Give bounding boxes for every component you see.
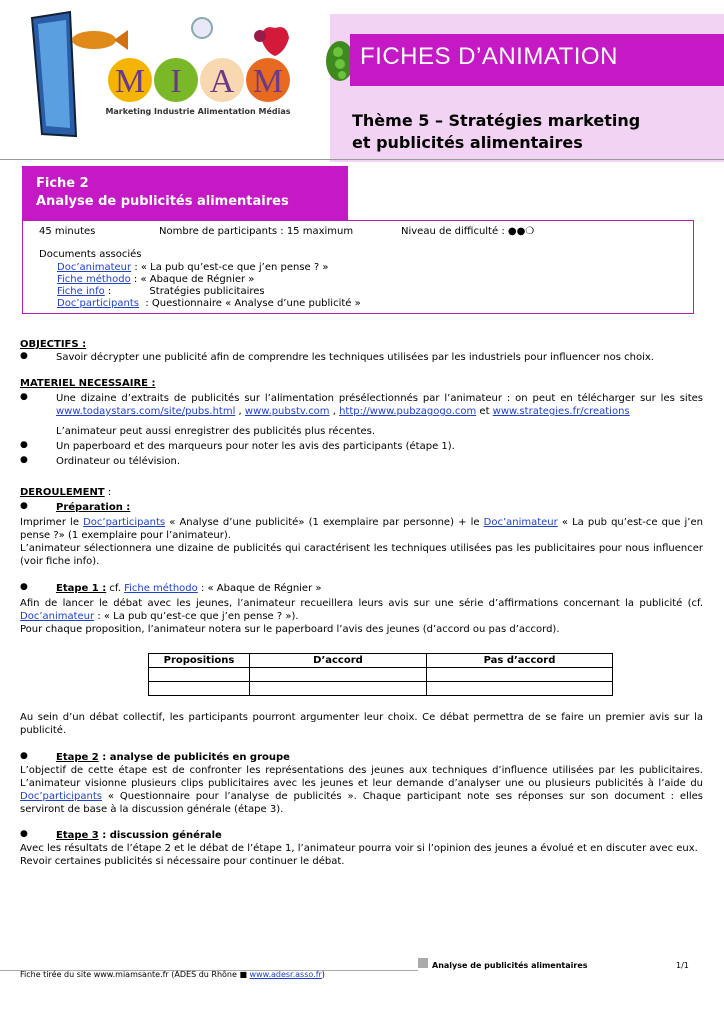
square-icon (418, 958, 428, 968)
materiel-item-1 (56, 392, 703, 418)
after-table-text: Au sein d’un débat collectif, les participants pourront argumenter leur choix. Ce débat permettra de se faire un premier avis sur la publicité. (20, 712, 703, 736)
etape1-text-a: Afin de lancer le débat avec les jeunes, l’animateur recueillera leurs avis sur une série d’affirmations concernant la publicité (cf. (20, 598, 703, 609)
materiel-item-3: Ordinateur ou télévision. (56, 456, 181, 467)
fiche-title: Analyse de publicités alimentaires (36, 194, 289, 209)
etape2-label: Etape 2 (56, 752, 99, 763)
doc-animateur-link[interactable]: Doc’animateur (483, 517, 558, 528)
bullet-icon: ● (20, 501, 28, 511)
bullet-icon: ● (20, 351, 28, 361)
etape2-text-b: « Questionnaire pour l’analyse de publicités ». Chaque participant note ses réponses sur son document : elles serviront de base à la discussion générale (étape 3). (20, 791, 703, 815)
etape3-label: Etape 3 (56, 830, 99, 841)
link-separator: et (476, 406, 493, 417)
bullet-icon: ● (20, 582, 28, 592)
doc-item (57, 262, 328, 273)
page-number: 1/1 (676, 961, 689, 970)
preparation-label: Préparation : (56, 502, 131, 513)
footer-doc-title: Analyse de publicités alimentaires (432, 961, 588, 970)
objectif-item: Savoir décrypter une publicité afin de comprendre les techniques utilisées par les industriels pour influencer nos choix. (56, 352, 654, 363)
theme-line-2: et publicités alimentaires (352, 133, 583, 152)
doc-item-text: : « Abaque de Régnier » (130, 274, 255, 285)
etape1-ref: : « Abaque de Régnier » (197, 583, 322, 594)
etape1-text-b: : « La pub qu’est-ce que j’en pense ? »). (94, 611, 299, 622)
doc-item (57, 274, 254, 285)
logo-tagline: Marketing Industrie Alimentation Médias (105, 107, 291, 116)
fiche-methodo-link[interactable]: Fiche méthodo (57, 274, 131, 285)
col-daccord: D’accord (250, 654, 427, 668)
etape1-text (20, 597, 703, 623)
deroulement-heading (20, 486, 111, 499)
header-divider (0, 159, 724, 160)
bullet-icon: ● (20, 392, 28, 402)
objectifs-heading: OBJECTIFS : (20, 339, 87, 350)
doc-item-text: : Questionnaire « Analyse d’une publicité » (139, 298, 361, 309)
etape1-line (56, 582, 322, 595)
logo-letter-a: A (209, 63, 235, 100)
bullet-icon: ● (20, 440, 28, 450)
doc-item-text: : Stratégies publicitaires (104, 286, 265, 297)
materiel-item-2: Un paperboard et des marqueurs pour noter les avis des participants (étape 1). (56, 441, 455, 452)
doc-participants-link[interactable]: Doc’participants (57, 298, 140, 309)
doc-participants-link[interactable]: Doc’participants (20, 791, 103, 802)
doc-item-text: : « La pub qu’est-ce que j’en pense ? » (131, 262, 329, 273)
etape3-heading (56, 829, 222, 842)
band-title: FICHES D’ANIMATION (360, 43, 618, 70)
ades-link[interactable]: www.adesr.asso.fr (249, 970, 322, 979)
fiche-info-box (22, 220, 694, 314)
table-row (149, 682, 613, 696)
theme-line-1: Thème 5 – Stratégies marketing (352, 111, 641, 130)
duration: 45 minutes (39, 226, 96, 237)
etape1-label: Etape 1 : (56, 583, 107, 594)
preparation-text (20, 516, 703, 542)
etape3-text: Avec les résultats de l’étape 2 et le débat de l’étape 1, l’animateur pourra voir si l’opinion des jeunes a évolué et en discuter avec eux. Revoir certaines publicités si nécessaire pour continuer le débat. (20, 843, 698, 867)
fiche-band (22, 166, 348, 220)
etape3-title: : discussion générale (98, 830, 222, 841)
etape1-cf: cf. (106, 583, 125, 594)
footer-source-end: ) (321, 970, 325, 979)
link-strategies[interactable]: www.strategies.fr/creations (492, 406, 630, 417)
table-row (149, 668, 613, 682)
doc-participants-link[interactable]: Doc’participants (83, 517, 166, 528)
logo-letter-m2: M (252, 63, 284, 100)
etape1-text-3: Pour chaque proposition, l’animateur notera sur le paperboard l’avis des jeunes (d’accord ou pas d’accord). (20, 624, 560, 635)
bullet-icon: ● (20, 829, 28, 839)
docs-label: Documents associés (39, 249, 142, 260)
footer-source-text: Fiche tirée du site www.miamsante.fr (ADES du Rhône ■ (20, 970, 250, 979)
doc-item (57, 298, 361, 309)
logo-letter-i: I (170, 63, 182, 100)
doc-animateur-link[interactable]: Doc’animateur (20, 611, 95, 622)
deroulement-suffix: : (104, 487, 112, 498)
participants: Nombre de participants : 15 maximum (159, 226, 354, 237)
propositions-table (148, 653, 613, 696)
col-pas-daccord: Pas d’accord (427, 654, 613, 668)
link-todaystars[interactable]: www.todaystars.com/site/pubs.html (56, 406, 236, 417)
miam-logo (10, 8, 310, 158)
bullet-icon: ● (20, 455, 28, 465)
prep-text: « Analyse d’une publicité» (1 exemplaire par personne) + le (165, 517, 484, 528)
link-pubzagogo[interactable]: http://www.pubzagogo.com (339, 406, 477, 417)
logo-letter-m1: M (114, 63, 146, 100)
deroulement-title: DEROULEMENT (20, 487, 105, 498)
fiche-methodo-link[interactable]: Fiche méthodo (124, 583, 198, 594)
difficulty: Niveau de difficulté : ●●❍ (401, 226, 535, 237)
footer-source (20, 970, 325, 979)
prep-text: Imprimer le (20, 517, 84, 528)
etape2-title: : analyse de publicités en groupe (98, 752, 290, 763)
col-propositions: Propositions (149, 654, 250, 668)
bullet-icon: ● (20, 751, 28, 761)
materiel-item-1b: L’animateur peut aussi enregistrer des publicités plus récentes. (56, 426, 376, 437)
link-separator: , (329, 406, 340, 417)
etape2-heading (56, 751, 290, 764)
fiche-info-link[interactable]: Fiche info (57, 286, 105, 297)
materiel-heading: MATERIEL NECESSAIRE : (20, 378, 156, 389)
theme-title (352, 110, 712, 154)
title-band (350, 34, 724, 86)
materiel-text: Une dizaine d’extraits de publicités sur l’alimentation présélectionnés par l’animateur : on peut en télécharger sur les sites (56, 393, 703, 404)
link-pubstv[interactable]: www.pubstv.com (244, 406, 330, 417)
fiche-number: Fiche 2 (36, 176, 89, 191)
preparation-text-2: L’animateur sélectionnera une dizaine de publicités qui caractérisent les techniques utilisées pas les publicitaires pour nous influencer (voir fiche info). (20, 543, 703, 567)
link-separator: , (235, 406, 245, 417)
doc-item (57, 286, 265, 297)
prep-text: « La pub qu’est-ce que j’en pense ?» (1 exemplaire pour l’animateur). (20, 517, 703, 541)
doc-animateur-link[interactable]: Doc’animateur (57, 262, 132, 273)
etape2-text-a: L’objectif de cette étape est de confronter les représentations des jeunes aux techniques d’influence utilisées par les publicitaires. L’animateur visionne plusieurs clips publicitaires avec les jeunes et leur demande d’analyser une ou plusieurs publicités à l’aide du (20, 765, 703, 789)
etape2-text (20, 764, 703, 816)
